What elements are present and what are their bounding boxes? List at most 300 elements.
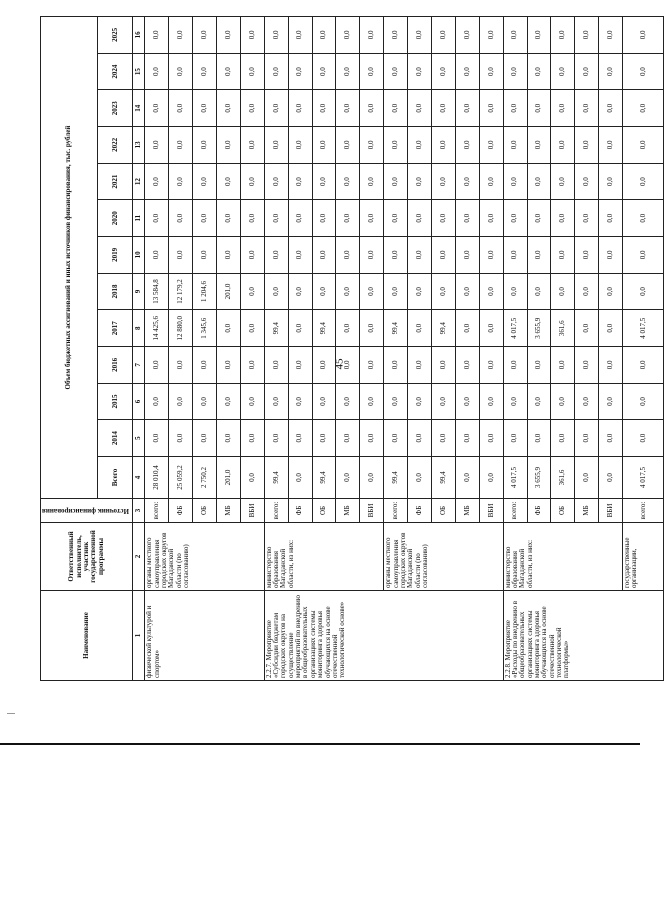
value-cell: 0,0 — [240, 90, 264, 127]
value-cell: 0,0 — [264, 237, 288, 274]
value-cell: 0,0 — [288, 383, 312, 420]
header-source — [41, 499, 133, 523]
value-cell: 0,0 — [336, 383, 360, 420]
value-cell: 0,0 — [384, 53, 408, 90]
value-cell: 0,0 — [527, 237, 551, 274]
table-row — [503, 17, 527, 681]
value-cell: 0,0 — [527, 53, 551, 90]
value-cell: 14 425,6 — [145, 310, 169, 347]
value-cell: 0,0 — [169, 17, 193, 54]
value-cell: 0,0 — [216, 163, 240, 200]
value-cell: 0,0 — [240, 420, 264, 457]
value-cell: 0,0 — [216, 17, 240, 54]
table-viewport — [40, 16, 647, 681]
value-cell: 0,0 — [216, 237, 240, 274]
value-cell: 0,0 — [193, 17, 217, 54]
value-cell: 0,0 — [599, 163, 623, 200]
value-cell: 0,0 — [193, 53, 217, 90]
header-year: 2022 — [98, 127, 133, 164]
total-cell: 0,0 — [360, 457, 384, 499]
value-cell: 0,0 — [336, 347, 360, 384]
value-cell: 361,6 — [551, 310, 575, 347]
value-cell: 0,0 — [455, 53, 479, 90]
value-cell: 0,0 — [408, 310, 432, 347]
value-cell: 0,0 — [479, 310, 503, 347]
total-cell: 0,0 — [575, 457, 599, 499]
value-cell: 0,0 — [527, 17, 551, 54]
column-number: 6 — [133, 383, 145, 420]
value-cell: 0,0 — [408, 420, 432, 457]
value-cell: 0,0 — [527, 200, 551, 237]
header-year: 2020 — [98, 200, 133, 237]
value-cell: 0,0 — [360, 347, 384, 384]
value-cell: 0,0 — [193, 420, 217, 457]
value-cell: 0,0 — [408, 17, 432, 54]
value-cell: 0,0 — [408, 127, 432, 164]
value-cell: 0,0 — [455, 273, 479, 310]
value-cell: 0,0 — [145, 200, 169, 237]
value-cell: 0,0 — [455, 17, 479, 54]
value-cell: 0,0 — [503, 17, 527, 54]
table-row — [623, 17, 664, 681]
measure-name: физической культурой и спортом» — [145, 591, 264, 681]
value-cell: 0,0 — [575, 17, 599, 54]
value-cell: 0,0 — [169, 163, 193, 200]
column-number: 11 — [133, 200, 145, 237]
value-cell: 0,0 — [479, 90, 503, 127]
header-year: 2024 — [98, 53, 133, 90]
header-year: 2025 — [98, 17, 133, 54]
value-cell: 0,0 — [336, 163, 360, 200]
column-number: 2 — [133, 523, 145, 591]
source-cell: ВБИ — [479, 499, 503, 523]
value-cell: 0,0 — [169, 237, 193, 274]
value-cell: 0,0 — [360, 200, 384, 237]
total-cell: 0,0 — [288, 457, 312, 499]
value-cell: 0,0 — [312, 347, 336, 384]
value-cell: 0,0 — [216, 200, 240, 237]
value-cell: 0,0 — [479, 273, 503, 310]
value-cell: 0,0 — [288, 17, 312, 54]
value-cell: 0,0 — [503, 273, 527, 310]
value-cell: 0,0 — [479, 420, 503, 457]
value-cell: 0,0 — [193, 163, 217, 200]
value-cell: 0,0 — [384, 200, 408, 237]
total-cell: 99,4 — [431, 457, 455, 499]
value-cell: 0,0 — [431, 383, 455, 420]
value-cell: 0,0 — [288, 237, 312, 274]
source-cell: ФБ — [169, 499, 193, 523]
executor-cell: министерство образования Магаданской области, из них: — [503, 523, 622, 591]
value-cell: 0,0 — [503, 53, 527, 90]
value-cell: 0,0 — [264, 420, 288, 457]
value-cell: 0,0 — [599, 420, 623, 457]
value-cell: 0,0 — [551, 127, 575, 164]
value-cell: 0,0 — [623, 347, 664, 384]
total-cell: 99,4 — [264, 457, 288, 499]
value-cell: 0,0 — [145, 53, 169, 90]
footer-rule — [0, 743, 640, 745]
value-cell: 0,0 — [527, 420, 551, 457]
value-cell: 0,0 — [408, 200, 432, 237]
value-cell: 0,0 — [193, 383, 217, 420]
value-cell: 0,0 — [240, 163, 264, 200]
source-cell: ОБ — [193, 499, 217, 523]
source-cell: всего: — [384, 499, 408, 523]
total-cell: 28 010,4 — [145, 457, 169, 499]
value-cell: 0,0 — [193, 347, 217, 384]
value-cell: 0,0 — [479, 127, 503, 164]
value-cell: 0,0 — [360, 163, 384, 200]
executor-cell: министерство образования Магаданской области, из них: — [264, 523, 383, 591]
value-cell: 0,0 — [169, 200, 193, 237]
table-row — [145, 17, 169, 681]
column-number: 16 — [133, 17, 145, 54]
source-cell: ОБ — [431, 499, 455, 523]
header-year: 2023 — [98, 90, 133, 127]
value-cell: 0,0 — [288, 347, 312, 384]
source-cell: ФБ — [527, 499, 551, 523]
value-cell: 0,0 — [623, 200, 664, 237]
value-cell: 0,0 — [599, 200, 623, 237]
value-cell: 0,0 — [503, 237, 527, 274]
total-cell: 361,6 — [551, 457, 575, 499]
source-cell: ОБ — [312, 499, 336, 523]
value-cell: 0,0 — [527, 127, 551, 164]
value-cell: 0,0 — [575, 237, 599, 274]
source-cell: МБ — [336, 499, 360, 523]
value-cell: 0,0 — [336, 420, 360, 457]
total-cell: 0,0 — [599, 457, 623, 499]
source-cell: всего: — [264, 499, 288, 523]
value-cell: 0,0 — [264, 90, 288, 127]
value-cell: 0,0 — [360, 420, 384, 457]
value-cell: 0,0 — [336, 127, 360, 164]
value-cell: 0,0 — [455, 420, 479, 457]
value-cell: 0,0 — [240, 383, 264, 420]
value-cell: 0,0 — [264, 347, 288, 384]
value-cell: 0,0 — [479, 53, 503, 90]
value-cell: 0,0 — [623, 53, 664, 90]
page-number: 45 — [333, 358, 346, 370]
value-cell: 0,0 — [360, 310, 384, 347]
source-cell: ВБИ — [360, 499, 384, 523]
value-cell: 0,0 — [145, 383, 169, 420]
column-number: 5 — [133, 420, 145, 457]
value-cell: 0,0 — [575, 200, 599, 237]
source-cell: ФБ — [288, 499, 312, 523]
value-cell: 0,0 — [240, 347, 264, 384]
value-cell: 0,0 — [599, 347, 623, 384]
column-number: 4 — [133, 457, 145, 499]
column-number: 15 — [133, 53, 145, 90]
value-cell: 0,0 — [503, 420, 527, 457]
column-number: 13 — [133, 127, 145, 164]
header-year: 2014 — [98, 420, 133, 457]
value-cell: 0,0 — [408, 347, 432, 384]
value-cell: 0,0 — [384, 273, 408, 310]
value-cell: 0,0 — [551, 200, 575, 237]
value-cell: 0,0 — [479, 200, 503, 237]
value-cell: 0,0 — [384, 127, 408, 164]
value-cell: 0,0 — [169, 90, 193, 127]
value-cell: 0,0 — [455, 127, 479, 164]
value-cell: 0,0 — [264, 273, 288, 310]
value-cell: 0,0 — [623, 420, 664, 457]
value-cell: 0,0 — [455, 163, 479, 200]
value-cell: 0,0 — [431, 90, 455, 127]
value-cell: 0,0 — [216, 127, 240, 164]
budget-table — [40, 16, 664, 681]
value-cell: 0,0 — [240, 200, 264, 237]
value-cell: 0,0 — [312, 383, 336, 420]
value-cell: 0,0 — [288, 420, 312, 457]
rotated-page — [40, 16, 647, 681]
value-cell: 0,0 — [431, 347, 455, 384]
value-cell: 0,0 — [360, 237, 384, 274]
value-cell: 0,0 — [264, 163, 288, 200]
value-cell: 0,0 — [551, 273, 575, 310]
value-cell: 0,0 — [431, 237, 455, 274]
source-cell: ФБ — [408, 499, 432, 523]
value-cell: 0,0 — [240, 273, 264, 310]
header-name: Наименование — [41, 591, 133, 681]
value-cell: 0,0 — [288, 90, 312, 127]
column-number: 9 — [133, 273, 145, 310]
value-cell: 0,0 — [551, 383, 575, 420]
value-cell: 0,0 — [336, 273, 360, 310]
value-cell: 0,0 — [384, 420, 408, 457]
value-cell: 0,0 — [216, 347, 240, 384]
header-year: 2016 — [98, 347, 133, 384]
value-cell: 0,0 — [599, 273, 623, 310]
value-cell: 99,4 — [312, 310, 336, 347]
value-cell: 0,0 — [336, 53, 360, 90]
value-cell: 0,0 — [431, 200, 455, 237]
value-cell: 0,0 — [145, 17, 169, 54]
value-cell: 0,0 — [551, 17, 575, 54]
source-cell: всего: — [503, 499, 527, 523]
table-row — [264, 17, 288, 681]
value-cell: 0,0 — [527, 163, 551, 200]
value-cell: 0,0 — [599, 310, 623, 347]
value-cell: 0,0 — [336, 17, 360, 54]
value-cell: 13 584,8 — [145, 273, 169, 310]
value-cell: 0,0 — [264, 127, 288, 164]
value-cell: 0,0 — [312, 53, 336, 90]
value-cell: 0,0 — [312, 420, 336, 457]
column-number: 7 — [133, 347, 145, 384]
value-cell: 0,0 — [193, 127, 217, 164]
value-cell: 99,4 — [431, 310, 455, 347]
value-cell: 0,0 — [503, 347, 527, 384]
value-cell: 0,0 — [384, 163, 408, 200]
value-cell: 0,0 — [623, 383, 664, 420]
value-cell: 0,0 — [145, 90, 169, 127]
value-cell: 0,0 — [216, 90, 240, 127]
value-cell: 0,0 — [455, 237, 479, 274]
source-cell: МБ — [216, 499, 240, 523]
value-cell: 0,0 — [288, 53, 312, 90]
source-cell: всего: — [623, 499, 664, 523]
value-cell: 0,0 — [408, 273, 432, 310]
total-cell: 99,4 — [384, 457, 408, 499]
value-cell: 3 655,9 — [527, 310, 551, 347]
total-cell: 4 017,5 — [623, 457, 664, 499]
header-year: 2021 — [98, 163, 133, 200]
total-cell: 0,0 — [479, 457, 503, 499]
value-cell: 0,0 — [145, 163, 169, 200]
value-cell: 0,0 — [312, 273, 336, 310]
value-cell: 0,0 — [527, 347, 551, 384]
header-year: 2018 — [98, 273, 133, 310]
value-cell: 0,0 — [575, 53, 599, 90]
header-year: 2015 — [98, 383, 133, 420]
total-cell: 0,0 — [240, 457, 264, 499]
value-cell: 0,0 — [503, 163, 527, 200]
total-cell: 3 655,9 — [527, 457, 551, 499]
value-cell: 0,0 — [312, 90, 336, 127]
total-cell: 4 017,5 — [503, 457, 527, 499]
value-cell: 0,0 — [216, 53, 240, 90]
value-cell: 0,0 — [360, 53, 384, 90]
executor-cell: органы местного самоуправления городских округов Магаданской области (по согласованию) — [384, 523, 503, 591]
value-cell: 0,0 — [336, 237, 360, 274]
value-cell: 0,0 — [193, 237, 217, 274]
value-cell: 99,4 — [264, 310, 288, 347]
column-number: 10 — [133, 237, 145, 274]
value-cell: 0,0 — [169, 383, 193, 420]
value-cell: 0,0 — [384, 90, 408, 127]
column-number: 14 — [133, 90, 145, 127]
value-cell: 0,0 — [360, 127, 384, 164]
value-cell: 0,0 — [575, 273, 599, 310]
value-cell: 0,0 — [240, 237, 264, 274]
value-cell: 0,0 — [216, 383, 240, 420]
value-cell: 0,0 — [623, 237, 664, 274]
total-cell: 99,4 — [312, 457, 336, 499]
value-cell: 0,0 — [264, 17, 288, 54]
value-cell: 0,0 — [527, 273, 551, 310]
value-cell: 0,0 — [336, 310, 360, 347]
value-cell: 0,0 — [431, 127, 455, 164]
value-cell: 0,0 — [384, 383, 408, 420]
total-cell: 25 059,2 — [169, 457, 193, 499]
value-cell: 0,0 — [503, 200, 527, 237]
value-cell: 0,0 — [360, 17, 384, 54]
value-cell: 0,0 — [503, 127, 527, 164]
header-total: Всего — [98, 457, 133, 499]
value-cell: 0,0 — [503, 383, 527, 420]
value-cell: 0,0 — [384, 17, 408, 54]
value-cell: 0,0 — [575, 163, 599, 200]
total-cell: 0,0 — [455, 457, 479, 499]
value-cell: 0,0 — [145, 420, 169, 457]
value-cell: 0,0 — [575, 383, 599, 420]
source-cell: ОБ — [551, 499, 575, 523]
value-cell: 0,0 — [169, 127, 193, 164]
value-cell: 0,0 — [408, 90, 432, 127]
value-cell: 0,0 — [408, 53, 432, 90]
source-cell: МБ — [455, 499, 479, 523]
value-cell: 0,0 — [169, 53, 193, 90]
measure-name: 2.2.7. Мероприятие «Субсидии бюджетам городских округов на осуществление мероприятий по внедрению в общеобразовательных организациях системы мониторинга здоровья обучающихся на основе отечественной технологической основе» — [264, 591, 503, 681]
source-cell: ВБИ — [240, 499, 264, 523]
value-cell: 0,0 — [264, 200, 288, 237]
value-cell: 0,0 — [599, 17, 623, 54]
value-cell: 0,0 — [145, 347, 169, 384]
value-cell: 0,0 — [312, 163, 336, 200]
value-cell: 0,0 — [479, 17, 503, 54]
value-cell: 0,0 — [312, 200, 336, 237]
value-cell: 0,0 — [431, 420, 455, 457]
value-cell: 0,0 — [527, 383, 551, 420]
value-cell: 0,0 — [408, 237, 432, 274]
value-cell: 0,0 — [455, 200, 479, 237]
total-cell: 201,0 — [216, 457, 240, 499]
value-cell: 0,0 — [575, 310, 599, 347]
value-cell: 0,0 — [312, 237, 336, 274]
value-cell: 0,0 — [169, 420, 193, 457]
value-cell: 0,0 — [193, 90, 217, 127]
value-cell: 0,0 — [408, 383, 432, 420]
value-cell: 4 017,5 — [503, 310, 527, 347]
value-cell: 0,0 — [551, 237, 575, 274]
value-cell: 0,0 — [336, 200, 360, 237]
value-cell: 0,0 — [455, 383, 479, 420]
value-cell: 1 345,6 — [193, 310, 217, 347]
header-volume: Объем бюджетных ассигнований и иных источников финансирования, тыс. рублей — [41, 17, 98, 499]
column-number: 12 — [133, 163, 145, 200]
value-cell: 0,0 — [599, 237, 623, 274]
value-cell: 0,0 — [360, 90, 384, 127]
value-cell: 0,0 — [551, 163, 575, 200]
value-cell: 0,0 — [479, 237, 503, 274]
value-cell: 0,0 — [623, 273, 664, 310]
value-cell: 0,0 — [623, 163, 664, 200]
value-cell: 0,0 — [264, 53, 288, 90]
value-cell: 0,0 — [599, 127, 623, 164]
value-cell: 0,0 — [264, 383, 288, 420]
total-cell: 0,0 — [336, 457, 360, 499]
executor-cell: органы местного самоуправления городских округов Магаданской области (по согласованию) — [145, 523, 264, 591]
total-cell: 0,0 — [408, 457, 432, 499]
value-cell: 0,0 — [216, 420, 240, 457]
value-cell: 0,0 — [145, 237, 169, 274]
column-number: 1 — [133, 591, 145, 681]
value-cell: 0,0 — [479, 347, 503, 384]
value-cell: 0,0 — [408, 163, 432, 200]
column-number: 8 — [133, 310, 145, 347]
value-cell: 201,0 — [216, 273, 240, 310]
side-mark — [7, 713, 15, 714]
value-cell: 0,0 — [599, 53, 623, 90]
total-cell: 2 750,2 — [193, 457, 217, 499]
value-cell: 0,0 — [312, 127, 336, 164]
value-cell: 0,0 — [431, 53, 455, 90]
value-cell: 0,0 — [455, 90, 479, 127]
value-cell: 0,0 — [551, 53, 575, 90]
value-cell: 4 017,5 — [623, 310, 664, 347]
value-cell: 0,0 — [599, 90, 623, 127]
value-cell: 0,0 — [479, 383, 503, 420]
value-cell: 0,0 — [288, 163, 312, 200]
value-cell: 0,0 — [360, 383, 384, 420]
value-cell: 0,0 — [288, 273, 312, 310]
source-cell: ВБИ — [599, 499, 623, 523]
value-cell: 12 880,0 — [169, 310, 193, 347]
value-cell: 0,0 — [336, 90, 360, 127]
